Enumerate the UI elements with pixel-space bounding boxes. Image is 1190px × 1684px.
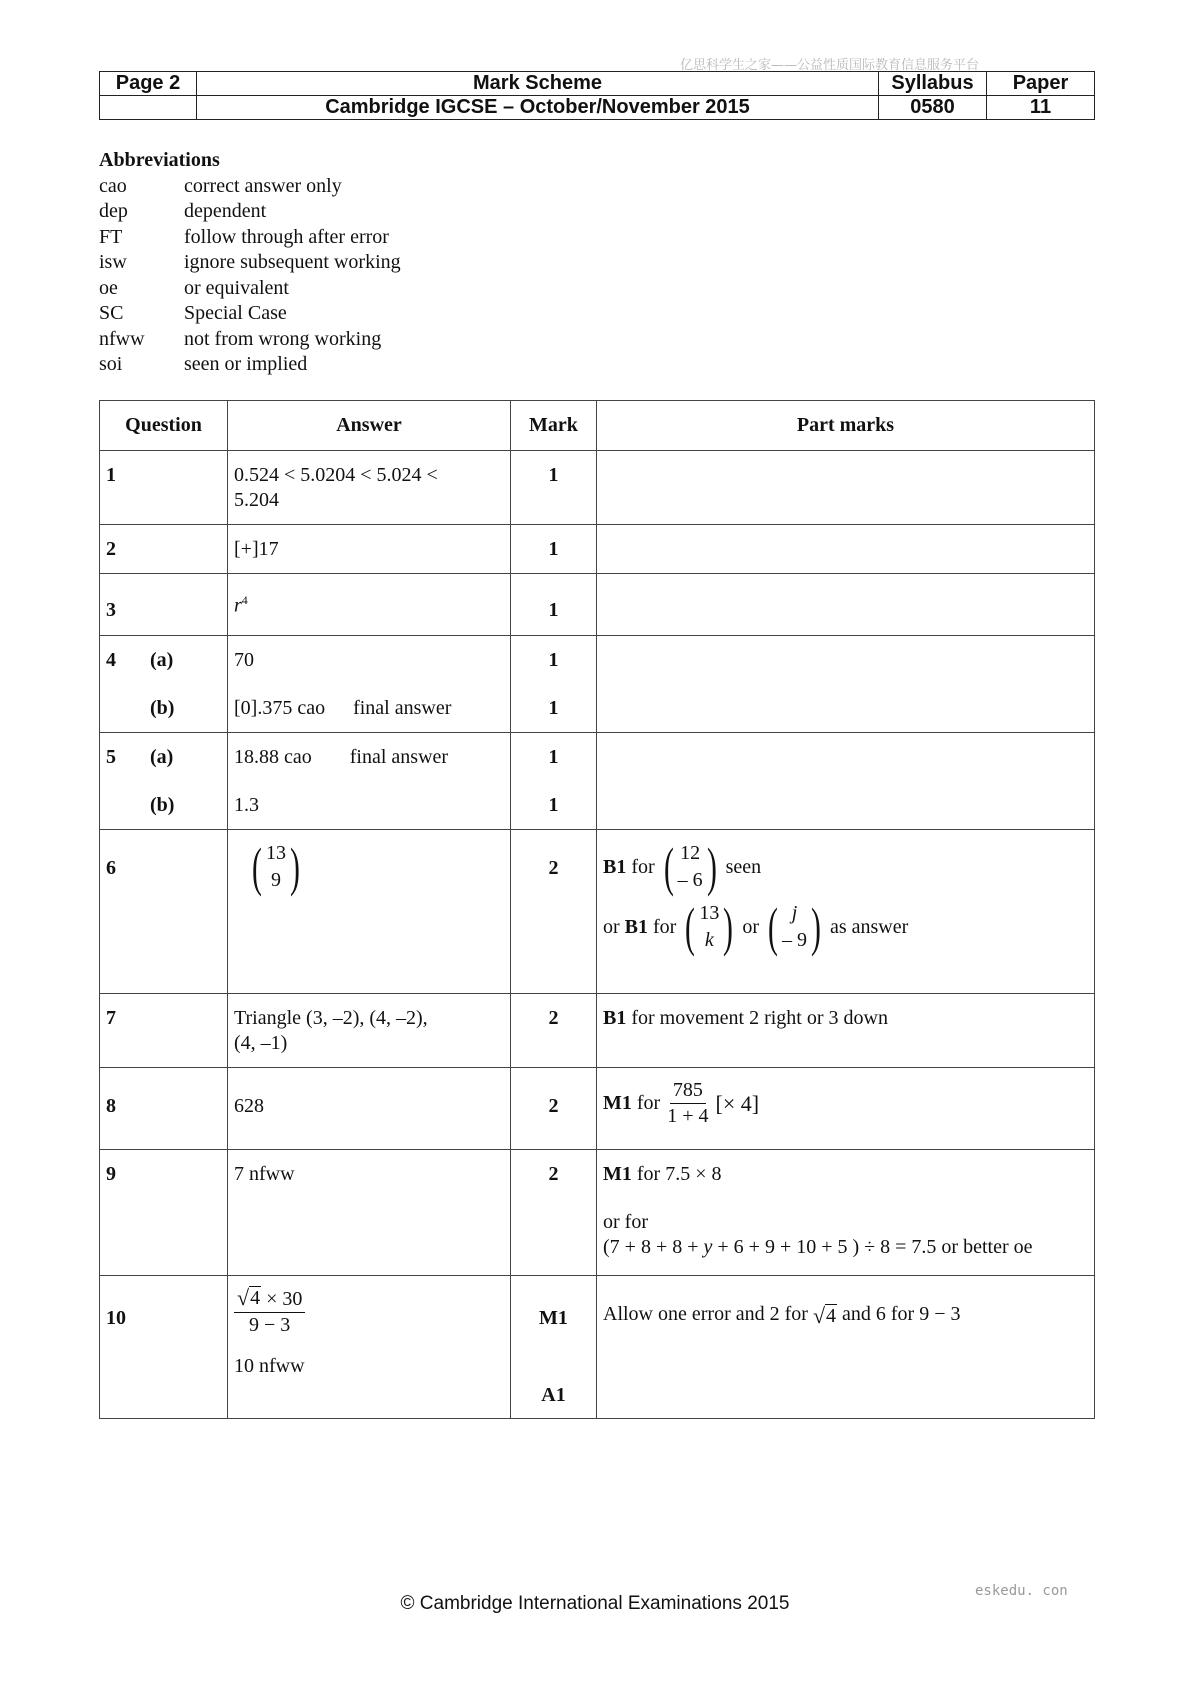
abbrev-row xyxy=(99,327,401,353)
answer-variable: r xyxy=(234,594,242,617)
answer-note: final answer xyxy=(353,697,452,719)
abbrev-key: nfww xyxy=(99,327,145,350)
answer-text: 70 xyxy=(234,649,254,671)
abbrev-key: FT xyxy=(99,225,123,248)
mark-value: M1 xyxy=(539,1307,568,1329)
question-number: 6 xyxy=(106,857,116,879)
mark-value: 1 xyxy=(548,697,559,719)
part-text: Allow one error and 2 for xyxy=(603,1303,808,1325)
table-row xyxy=(100,994,1095,1068)
abbrev-key: dep xyxy=(99,200,128,222)
abbrev-key: cao xyxy=(99,174,127,197)
table-row xyxy=(100,525,1095,574)
abbrev-key: SC xyxy=(99,302,124,324)
syllabus-code: 0580 xyxy=(879,96,987,120)
abbrev-key: oe xyxy=(99,276,118,299)
col-header-part-marks: Part marks xyxy=(597,401,1095,451)
part-mark-code: M1 xyxy=(603,1163,632,1185)
answer-line: 0.524 < 5.0204 < 5.024 < xyxy=(234,464,438,486)
question-number: 2 xyxy=(106,538,116,560)
site-watermark: eskedu. con xyxy=(975,1583,1068,1599)
part-text: + 6 + 9 + 10 + 5 ) ÷ 8 = 7.5 or better oe xyxy=(712,1236,1033,1258)
part-text: for 7.5 × 8 xyxy=(636,1163,722,1185)
abbrev-row xyxy=(99,301,401,327)
abbrev-value: or equivalent xyxy=(184,276,289,299)
radicand: 4 xyxy=(826,1305,837,1327)
part-text: as answer xyxy=(829,915,909,938)
question-number: 4 xyxy=(106,649,116,671)
header-table xyxy=(99,71,1095,120)
mark-scheme-table xyxy=(99,400,1095,1419)
part-vector xyxy=(764,897,825,957)
abbrev-row xyxy=(99,225,401,251)
right-paren: ) xyxy=(811,897,821,957)
answer-exponent: 4 xyxy=(241,593,248,607)
table-row xyxy=(100,1276,1095,1419)
part-mark-code: B1 xyxy=(603,1007,627,1029)
abbrev-row xyxy=(99,276,401,302)
left-paren: ( xyxy=(685,897,696,957)
table-row xyxy=(100,1150,1095,1276)
vector-top: j xyxy=(791,902,798,924)
question-number: 9 xyxy=(106,1163,116,1185)
mark-value: 1 xyxy=(548,746,559,768)
answer-line: (4, –1) xyxy=(234,1032,288,1054)
abbrev-value: follow through after error xyxy=(184,225,389,248)
square-root xyxy=(237,1286,261,1309)
radicand: 4 xyxy=(250,1287,261,1309)
mark-value: 2 xyxy=(548,1007,559,1029)
part-text: for movement 2 right or 3 down xyxy=(631,1007,888,1029)
answer-text: 628 xyxy=(234,1095,264,1117)
document-title: Mark Scheme xyxy=(197,72,879,96)
col-header-mark: Mark xyxy=(511,401,597,451)
footer-copyright: © Cambridge International Examinations 2015 xyxy=(400,1593,790,1614)
left-paren: ( xyxy=(252,837,262,897)
abbreviations-title: Abbreviations xyxy=(99,149,220,171)
answer-line: 5.204 xyxy=(234,489,279,511)
square-root xyxy=(813,1304,837,1327)
right-paren: ) xyxy=(706,837,717,897)
answer-text: 1.3 xyxy=(234,794,259,816)
part-vector xyxy=(681,897,737,957)
part-text: for xyxy=(631,855,655,878)
abbrev-value: ignore subsequent working xyxy=(184,251,401,273)
part-text: or for xyxy=(603,1211,648,1233)
abbrev-row xyxy=(99,250,401,276)
paper-number: 11 xyxy=(987,96,1095,120)
abbrev-value: dependent xyxy=(184,200,267,222)
part-text: or xyxy=(603,915,620,938)
part-variable: y xyxy=(703,1236,713,1258)
abbreviations-list xyxy=(99,148,401,378)
abbrev-row xyxy=(99,352,401,378)
answer-text: 18.88 cao xyxy=(234,746,312,768)
table-row xyxy=(100,1068,1095,1150)
fraction-denominator: 9 − 3 xyxy=(249,1314,291,1336)
question-number: 5 xyxy=(106,746,116,768)
mark-value: 1 xyxy=(548,599,559,621)
part-mark-code: M1 xyxy=(603,1092,632,1114)
radical-sign: √ xyxy=(237,1285,250,1310)
mark-value: 1 xyxy=(548,538,559,560)
part-text: for xyxy=(653,915,677,938)
mark-value: A1 xyxy=(541,1384,566,1406)
answer-text: 10 nfww xyxy=(234,1355,305,1377)
answer-text: [0].375 cao xyxy=(234,697,326,719)
vector-top: 13 xyxy=(265,842,286,864)
fraction-numerator: 785 xyxy=(670,1078,706,1104)
abbrev-key: soi xyxy=(99,353,123,375)
watermark-text: 亿思科学生之家——公益性质国际教育信息服务平台 xyxy=(680,58,980,73)
abbrev-row xyxy=(99,199,401,225)
abbrev-key: isw xyxy=(99,251,127,273)
part-vector xyxy=(660,837,721,897)
radical-sign: √ xyxy=(812,1303,826,1328)
answer-note: final answer xyxy=(349,746,449,768)
fraction xyxy=(234,1286,305,1338)
question-number: 10 xyxy=(106,1307,126,1329)
col-header-answer: Answer xyxy=(228,401,511,451)
part-mark-code: B1 xyxy=(603,855,627,878)
answer-line: Triangle (3, –2), (4, –2), xyxy=(234,1007,428,1029)
vector-bottom: k xyxy=(704,929,714,951)
left-paren: ( xyxy=(663,837,674,897)
answer-vector xyxy=(248,837,304,897)
part-text: seen xyxy=(725,855,762,878)
question-number: 8 xyxy=(106,1095,116,1117)
syllabus-label: Syllabus xyxy=(879,72,987,96)
abbrev-value: not from wrong working xyxy=(184,327,382,350)
part-text: [× 4] xyxy=(715,1091,760,1116)
vector-bottom: 9 xyxy=(270,869,281,891)
part-text: for xyxy=(636,1092,661,1114)
fraction-numerator-tail: × 30 xyxy=(261,1288,303,1310)
fraction-denominator: 1 + 4 xyxy=(667,1105,709,1127)
question-part: (b) xyxy=(150,697,175,719)
mark-value: 2 xyxy=(548,857,559,879)
mark-value: 2 xyxy=(548,1095,559,1117)
part-text: and 6 for 9 − 3 xyxy=(842,1303,961,1325)
mark-value: 1 xyxy=(548,649,559,671)
abbrev-value: correct answer only xyxy=(184,174,342,197)
header-empty-cell xyxy=(100,96,197,120)
table-header-row xyxy=(100,401,1095,451)
table-row xyxy=(100,830,1095,994)
abbrev-value: Special Case xyxy=(184,302,287,324)
part-mark-code: B1 xyxy=(624,915,649,938)
mark-value: 1 xyxy=(548,794,559,816)
table-row xyxy=(100,636,1095,733)
answer-text: 7 nfww xyxy=(234,1163,295,1185)
col-header-question: Question xyxy=(100,401,228,451)
right-paren: ) xyxy=(290,837,300,897)
table-row xyxy=(100,451,1095,525)
mark-value: 2 xyxy=(548,1163,559,1185)
question-part: (a) xyxy=(150,746,174,768)
question-part: (b) xyxy=(150,794,175,816)
part-text: or xyxy=(742,915,759,938)
paper-label: Paper xyxy=(987,72,1095,96)
question-part: (a) xyxy=(150,649,174,671)
answer-text: [+]17 xyxy=(234,538,279,560)
abbrev-value: seen or implied xyxy=(184,353,308,375)
abbrev-row xyxy=(99,174,401,200)
table-row xyxy=(100,733,1095,830)
vector-bottom: – 9 xyxy=(781,929,807,951)
table-row xyxy=(100,574,1095,636)
left-paren: ( xyxy=(768,897,778,957)
question-number: 1 xyxy=(106,464,116,486)
vector-top: 13 xyxy=(699,902,720,924)
page-label: Page 2 xyxy=(100,72,197,96)
part-text: (7 + 8 + 8 + xyxy=(603,1236,704,1258)
fraction xyxy=(664,1078,711,1129)
right-paren: ) xyxy=(723,897,734,957)
question-number: 7 xyxy=(106,1007,116,1029)
document-subtitle: Cambridge IGCSE – October/November 2015 xyxy=(197,96,879,120)
mark-value: 1 xyxy=(548,464,559,486)
vector-bottom: – 6 xyxy=(677,869,703,891)
question-number: 3 xyxy=(106,599,116,621)
vector-top: 12 xyxy=(680,842,701,864)
